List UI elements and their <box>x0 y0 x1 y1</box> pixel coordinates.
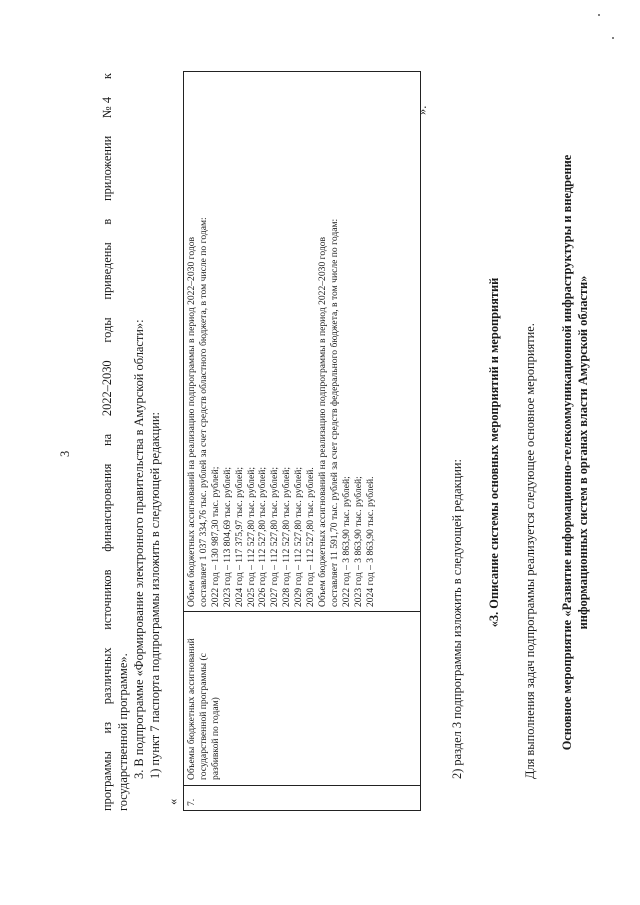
content-line: 2029 год – 112 527,80 тыс. рублей; <box>293 466 305 607</box>
intro-word: к <box>100 73 114 80</box>
row-number: 7. <box>186 798 197 806</box>
intro-line-2: государственной программе». <box>116 653 130 811</box>
intro-word: приведены <box>100 242 114 300</box>
page-number: 3 <box>58 450 72 457</box>
intro-word: приложении <box>100 135 114 202</box>
content-line: 2028 год – 112 527,80 тыс. рублей; <box>281 466 293 607</box>
label-line: государственной программы (с <box>197 653 209 780</box>
content-line: 2022 год – 3 863,90 тыс. рублей; <box>340 476 352 607</box>
intro-word: на <box>100 433 114 446</box>
content-line: составляет 11 591,70 тыс. рублей за счет средств федерального бюджета, в том числе по годам: <box>328 218 340 607</box>
intro-word: в <box>100 218 114 225</box>
content-line: 2024 год – 3 863,90 тыс. рублей. <box>364 476 376 607</box>
passport-table <box>183 71 421 811</box>
content-line: Объем бюджетных ассигнований на реализацию подпрограммы в период 2022–2030 годов <box>316 236 328 607</box>
table-divider-2 <box>184 611 420 612</box>
intro-word: годы <box>100 317 114 343</box>
content-line: 2023 год – 3 863,90 тыс. рублей; <box>352 476 364 607</box>
intro-line-1 <box>100 73 115 811</box>
intro-word: различных <box>100 647 114 705</box>
intro-word: из <box>100 721 114 734</box>
main-event-line-1: Основное мероприятие «Развитие информационно-телекоммуникационной инфраструктуры и внедрение <box>560 154 574 751</box>
content-line: 2024 год – 117 375,97 тыс. рублей; <box>233 466 245 607</box>
close-quote: ». <box>415 105 429 115</box>
label-line: Объемы бюджетных ассигнований <box>186 638 197 780</box>
content-line: Объем бюджетных ассигнований на реализацию подпрограммы в период 2022–2030 годов <box>186 236 197 607</box>
item-3-heading: 3. В подпрограмме «Формирование электронного правительства в Амурской области»: <box>132 319 146 779</box>
section-text: Для выполнения задач подпрограммы реализуется следующее основное мероприятие. <box>523 323 537 779</box>
section-heading: «3. Описание системы основных мероприятий и мероприятий <box>487 277 501 628</box>
main-event-line-2: информационных систем в органах власти Амурской области» <box>576 275 590 630</box>
intro-word: источников <box>100 569 114 630</box>
item-3-1-text: 1) пункт 7 паспорта подпрограммы изложить в следующей редакции: <box>148 412 162 779</box>
label-line: разбивкой по годам) <box>209 697 221 780</box>
content-line: 2023 год – 113 804,69 тыс. рублей; <box>221 466 233 607</box>
scan-speck <box>598 14 600 16</box>
content-line: 2027 год – 112 527,80 тыс. рублей; <box>269 466 281 607</box>
scan-speck <box>612 37 614 39</box>
item-2-text: 2) раздел 3 подпрограммы изложить в следующей редакции: <box>450 459 464 779</box>
content-line: 2026 год – 112 527,80 тыс. рублей; <box>257 466 269 607</box>
row-label <box>186 616 222 780</box>
table-divider-1 <box>184 785 420 786</box>
content-line: 2022 год – 130 987,30 тыс. рублей; <box>209 466 221 607</box>
intro-word: программы <box>100 751 114 811</box>
content-line: 2030 год – 112 527,80 тыс. рублей. <box>305 467 317 607</box>
intro-word: 2022–2030 <box>100 360 114 417</box>
content-line: составляет 1 037 334,76 тыс. рублей за счет средств областного бюджета, в том числе по годам: <box>197 217 209 607</box>
open-quote: « <box>166 798 180 805</box>
intro-word: финансирования <box>100 463 114 552</box>
content-line: 2025 год – 112 527,80 тыс. рублей; <box>245 466 257 607</box>
row-content <box>186 77 377 607</box>
intro-word: № 4 <box>100 96 114 118</box>
